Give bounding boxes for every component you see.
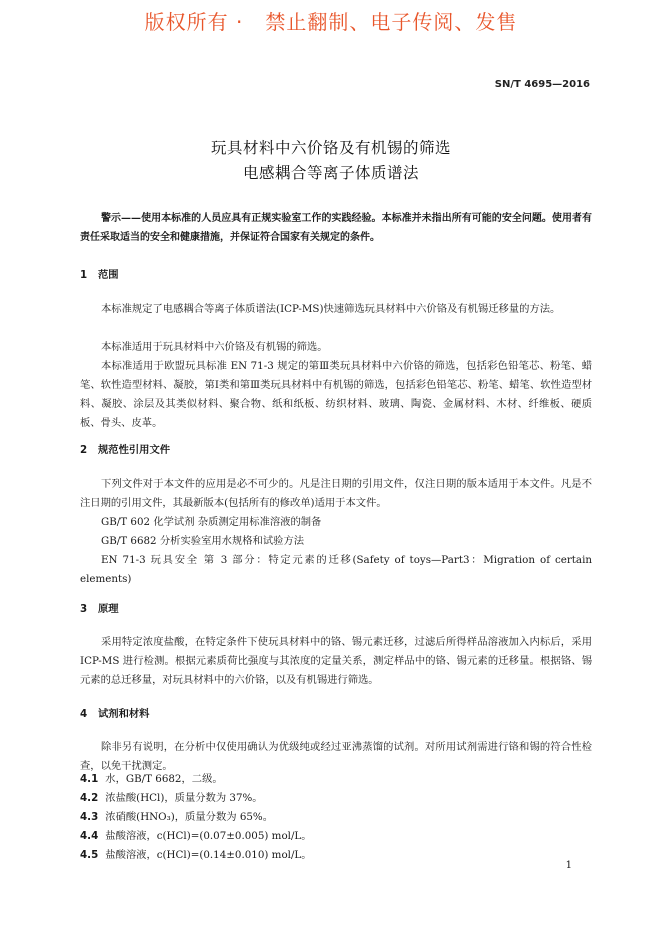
section-number: 1 <box>80 269 88 281</box>
reagent-text: 浓硝酸(HNO₃)，质量分数为 65%。 <box>105 811 274 823</box>
document-title-line-2: 电感耦合等离子体质谱法 <box>242 164 419 182</box>
reagent-text: 盐酸溶液，c(HCl)=(0.07±0.005) mol/L。 <box>105 830 312 842</box>
reagent-text: 浓盐酸(HCl)，质量分数为 37%。 <box>105 792 263 804</box>
section-1-heading <box>80 266 119 281</box>
section-1-paragraph-1: 本标准规定了电感耦合等离子体质谱法(ICP-MS)快速筛选玩具材料中六价铬及有机锡迁移量的方法。 <box>101 303 561 315</box>
reference-gb-t-6682: GB/T 6682 分析实验室用水规格和试验方法 <box>101 535 305 547</box>
section-number: 2 <box>80 444 88 456</box>
reagent-item <box>80 846 592 865</box>
reagent-text: 水，GB/T 6682，二级。 <box>105 773 223 785</box>
reagent-number: 4.4 <box>80 830 99 842</box>
section-number: 3 <box>80 603 88 615</box>
warning-paragraph: 警示——使用本标准的人员应具有正规实验室工作的实践经验。本标准并未指出所有可能的安全问题。使用者有责任采取适当的安全和健康措施，并保证符合国家有关规定的条件。 <box>80 213 592 243</box>
section-3-heading <box>80 600 119 615</box>
section-title: 试剂和材料 <box>98 708 150 720</box>
section-4-paragraph-1: 除非另有说明，在分析中仅使用确认为优级纯或经过亚沸蒸馏的试剂。对所用试剂需进行铬和锡的符合性检查，以免干扰测定。 <box>80 741 592 772</box>
reagent-number: 4.2 <box>80 792 99 804</box>
reagent-number: 4.3 <box>80 811 99 823</box>
reagent-item <box>80 770 592 789</box>
section-4-heading <box>80 705 149 720</box>
reagent-number: 4.5 <box>80 849 99 861</box>
section-title: 原理 <box>98 603 119 615</box>
page-number: 1 <box>565 860 572 871</box>
section-title: 范围 <box>98 269 119 281</box>
section-3-paragraph-1: 采用特定浓度盐酸，在特定条件下使玩具材料中的铬、锡元素迁移，过滤后所得样品溶液加入内标后，采用 ICP-MS 进行检测。根据元素质荷比强度与其浓度的定量关系，测定样品中的铬、锡元素的迁移量。根据铬、锡元素的总迁移量，对玩具材料中的六价铬，以及有机锡进行筛选。 <box>80 636 592 686</box>
reagent-number: 4.1 <box>80 773 99 785</box>
section-1-paragraph-3: 本标准适用于欧盟玩具标准 EN 71-3 规定的第Ⅲ类玩具材料中六价铬的筛选，包括彩色铅笔芯、粉笔、蜡笔、软性造型材料、凝胶，第Ⅰ类和第Ⅲ类玩具材料中有机锡的筛选，包括彩色铅笔芯、粉笔、蜡笔、软性造型材料、凝胶、涂层及其类似材料、聚合物、纸和纸板、纺织材料、玻璃、陶瓷、金属材料、木材、纤维板、硬质板、骨头、皮革。 <box>80 360 592 429</box>
reference-gb-t-602: GB/T 602 化学试剂 杂质测定用标准溶液的制备 <box>101 516 322 528</box>
section-2-heading <box>80 441 170 456</box>
reagent-item <box>80 789 592 808</box>
reagent-text: 盐酸溶液，c(HCl)=(0.14±0.010) mol/L。 <box>105 849 312 861</box>
section-1-paragraph-2: 本标准适用于玩具材料中六价铬及有机锡的筛选。 <box>101 341 328 353</box>
document-title-line-1: 玩具材料中六价铬及有机锡的筛选 <box>210 139 451 157</box>
section-number: 4 <box>80 708 88 720</box>
reagent-item <box>80 808 592 827</box>
copyright-banner: 版权所有 · 禁止翻制、电子传阅、发售 <box>144 10 518 34</box>
standard-number: SN/T 4695—2016 <box>494 79 590 90</box>
section-title: 规范性引用文件 <box>98 444 171 456</box>
reference-en-71-3: EN 71-3 玩具安全 第 3 部分：特定元素的迁移(Safety of toys—Part3：Migration of certain elements) <box>80 554 592 585</box>
reagent-item <box>80 827 592 846</box>
section-2-paragraph-1: 下列文件对于本文件的应用是必不可少的。凡是注日期的引用文件，仅注日期的版本适用于本文件。凡是不注日期的引用文件，其最新版本(包括所有的修改单)适用于本文件。 <box>80 478 592 509</box>
